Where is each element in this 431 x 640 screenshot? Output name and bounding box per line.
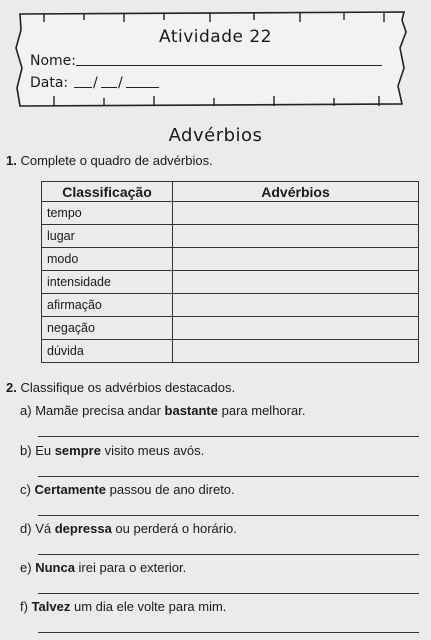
- classification-cell: dúvida: [42, 340, 173, 363]
- item-text-after: irei para o exterior.: [74, 560, 187, 575]
- item-text-after: para melhorar.: [218, 403, 306, 418]
- answer-line-f[interactable]: [38, 632, 419, 633]
- item-letter: e): [20, 560, 32, 575]
- classification-cell: intensidade: [42, 271, 173, 294]
- activity-title: Atividade 22: [159, 27, 272, 47]
- table-row: [42, 202, 419, 225]
- item-text-before: Eu: [35, 443, 55, 458]
- adverbs-answer-cell[interactable]: [173, 317, 419, 340]
- table-row: [42, 317, 419, 340]
- table-row: [42, 225, 419, 248]
- adverbs-answer-cell[interactable]: [173, 248, 419, 271]
- highlighted-adverb: sempre: [54, 443, 101, 458]
- exercise-item-f: [20, 599, 226, 614]
- adverbs-answer-cell[interactable]: [173, 225, 419, 248]
- question-2-prompt: [6, 380, 235, 395]
- table-row: [42, 248, 419, 271]
- question-number: 2.: [6, 380, 17, 395]
- item-text-after: visito meus avós.: [100, 443, 205, 458]
- date-year-field[interactable]: [126, 87, 159, 88]
- adverbs-table: [41, 181, 419, 363]
- item-letter: f): [20, 599, 28, 614]
- answer-line-e[interactable]: [38, 593, 419, 594]
- date-slash: /: [93, 75, 98, 91]
- adverbs-answer-cell[interactable]: [173, 294, 419, 317]
- table-row: [42, 294, 419, 317]
- exercise-item-d: [20, 521, 237, 536]
- classification-cell: afirmação: [42, 294, 173, 317]
- exercise-item-e: [20, 560, 186, 575]
- classification-cell: modo: [42, 248, 173, 271]
- column-header-classification: Classificação: [42, 182, 173, 202]
- name-field[interactable]: [76, 65, 382, 66]
- question-text: Classifique os advérbios destacados.: [20, 380, 236, 395]
- question-1-prompt: [6, 153, 213, 168]
- item-text-after: ou perderá o horário.: [111, 521, 237, 536]
- section-title: Advérbios: [168, 125, 263, 146]
- highlighted-adverb: depressa: [54, 521, 112, 536]
- exercise-item-a: [20, 403, 305, 418]
- highlighted-adverb: Nunca: [35, 560, 75, 575]
- name-label: Nome:: [30, 53, 77, 69]
- adverbs-answer-cell[interactable]: [173, 340, 419, 363]
- classification-cell: tempo: [42, 202, 173, 225]
- highlighted-adverb: Talvez: [31, 599, 71, 614]
- exercise-item-c: [20, 482, 235, 497]
- highlighted-adverb: bastante: [164, 403, 218, 418]
- date-slash: /: [118, 75, 123, 91]
- item-letter: d): [20, 521, 32, 536]
- highlighted-adverb: Certamente: [34, 482, 106, 497]
- classification-cell: negação: [42, 317, 173, 340]
- question-number: 1.: [6, 153, 17, 168]
- question-text: Complete o quadro de advérbios.: [20, 153, 213, 168]
- table-row: [42, 271, 419, 294]
- answer-line-a[interactable]: [38, 436, 419, 437]
- classification-cell: lugar: [42, 225, 173, 248]
- answer-line-b[interactable]: [38, 476, 419, 477]
- column-header-adverbs: Advérbios: [173, 182, 419, 202]
- item-text-after: passou de ano direto.: [106, 482, 235, 497]
- exercise-item-b: [20, 443, 204, 458]
- item-letter: b): [20, 443, 32, 458]
- answer-line-d[interactable]: [38, 554, 419, 555]
- date-label: Data:: [30, 75, 69, 91]
- date-month-field[interactable]: [101, 87, 117, 88]
- item-text-after: um dia ele volte para mim.: [70, 599, 227, 614]
- item-letter: a): [20, 403, 32, 418]
- item-text-before: Mamãe precisa andar: [35, 403, 165, 418]
- answer-line-c[interactable]: [38, 515, 419, 516]
- date-day-field[interactable]: [74, 87, 92, 88]
- item-letter: c): [20, 482, 31, 497]
- item-text-before: Vá: [35, 521, 55, 536]
- adverbs-answer-cell[interactable]: [173, 202, 419, 225]
- table-row: [42, 340, 419, 363]
- adverbs-answer-cell[interactable]: [173, 271, 419, 294]
- table-header-row: [42, 182, 419, 202]
